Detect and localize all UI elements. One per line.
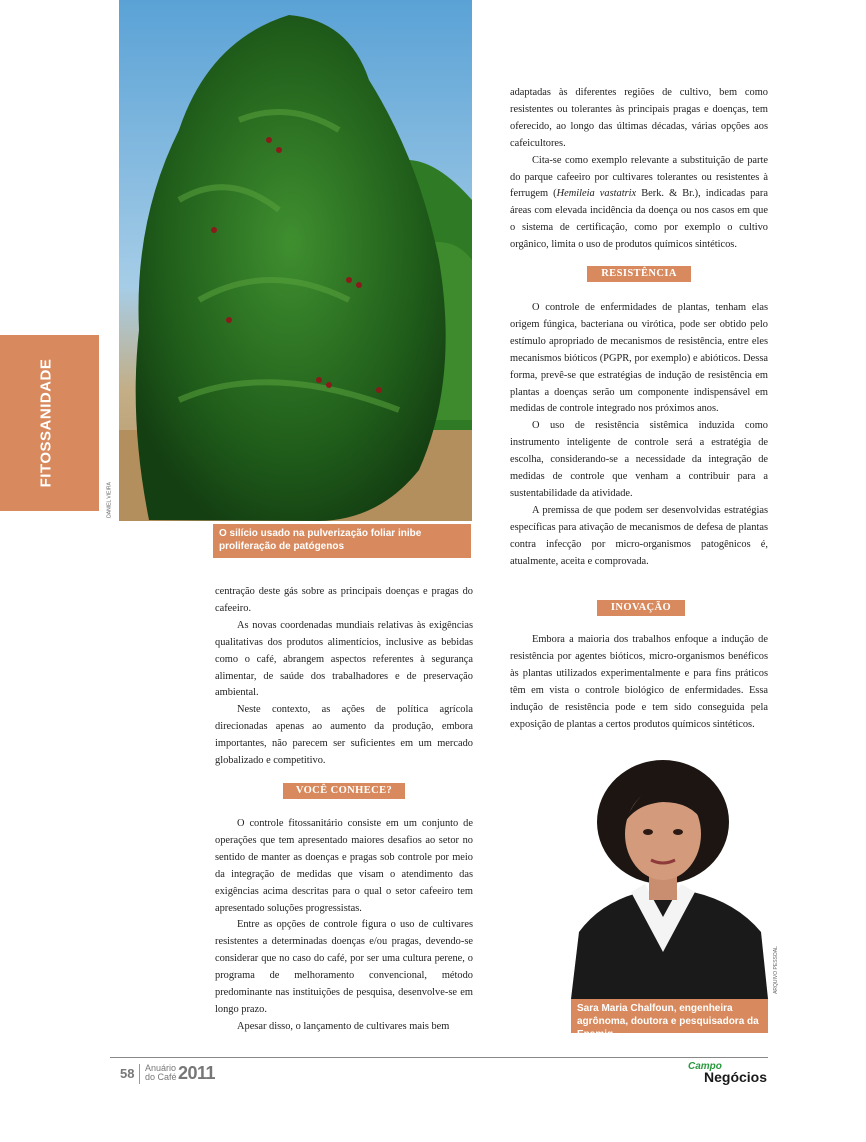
paragraph: O controle fitossanitário consiste em um conjunto de operações que tem apresentado maiores desafios ao setor no sentido de manter as doenças e pragas sob controle por meio da integração de medidas que visam o atendimento das exigências acima descritas para o qual o setor cafeeiro tem apresentado soluções progressistas. xyxy=(215,818,473,914)
section-heading-resistencia: RESISTÊNCIA xyxy=(587,266,691,282)
publication-name xyxy=(145,1064,177,1082)
paragraph: adaptadas às diferentes regiões de cultivo, bem como resistentes ou tolerantes às principais pragas e doenças, tem oferecido, ao longo das últimas décadas, várias opções aos cafeicultores. xyxy=(510,87,768,149)
section-side-tab xyxy=(0,335,99,511)
logo-campo-text: Campo xyxy=(688,1061,722,1072)
paragraph: Embora a maioria dos trabalhos enfoque a indução de resistência por agentes bióticos, micro-organismos benéficos às plantas utilizados experimentalmente e para fins práticos têm em vista o controle biológico de enfermidades. Essa indução de resistência pode e tem sido conseguida pela exposição de plantas a certos produtos químicos sintéticos. xyxy=(510,634,768,730)
campo-negocios-logo xyxy=(688,1061,770,1085)
photo-credit-text: DANIEL VIEIRA xyxy=(106,482,113,518)
publication-name-line2: do Café xyxy=(145,1072,177,1082)
paragraph: Neste contexto, as ações de política agrícola direcionadas apenas ao aumento da produção, embora importantes, não parecem ser suficientes em um mercado globalizado e competitivo. xyxy=(215,704,473,767)
photo-credit xyxy=(771,945,781,995)
page-number: 58 xyxy=(120,1066,135,1081)
portrait-photo xyxy=(571,752,768,999)
footer-divider xyxy=(110,1057,768,1058)
scientific-name: Hemileia vastatrix xyxy=(556,188,637,200)
section-heading-voce-conhece: VOCÊ CONHECE? xyxy=(283,783,405,799)
paragraph: Entre as opções de controle figura o uso de cultivares resistentes a determinadas doenças e/ou pragas, devendo-se considerar que no caso do café, por ser uma cultura perene, o programa de melhoramento convencional, método predominante nas instituições de pesquisa, desenvolve-se em longo prazo. xyxy=(215,919,473,1015)
photo-caption: O silício usado na pulverização foliar inibe proliferação de patógenos xyxy=(213,524,471,558)
paragraph: A premissa de que podem ser desenvolvidas estratégias específicas para ativação de mecanismos de defesa de plantas contra infecção por micro-organismos patogênicos é, atualmente, aceita e comprovada. xyxy=(510,504,768,567)
publication-name-line1: Anuário xyxy=(145,1063,177,1073)
coffee-tree-photo xyxy=(119,0,472,521)
article-column-right-top xyxy=(510,85,768,254)
section-heading-inovacao: INOVAÇÃO xyxy=(597,600,685,616)
paragraph: Cita-se como exemplo relevante a substituição de parte do parque cafeeiro por cultivares tolerantes ou resistentes à ferrugem (Hemileia vastatrix Berk. & Br.), indicadas para áreas com elevada incidência da doença ou nos casos em que o sistema de certificação, como por exemplo o cultivo orgânico, limita o uso de produtos químicos sintéticos. xyxy=(510,154,768,251)
footer-separator xyxy=(139,1064,140,1084)
paragraph: O uso de resistência sistêmica induzida como instrumento inteligente de controle será a estratégia de escolha, considerando-se a necessidade da integração de medidas de controle que venham a contribuir para a sustentabilidade da atividade. xyxy=(510,420,768,499)
article-column-left-bottom xyxy=(215,816,473,1036)
article-column-right-low xyxy=(510,632,768,733)
portrait-caption: Sara Maria Chalfoun, engenheira agrônoma, doutora e pesquisadora da Epamig xyxy=(571,999,768,1033)
paragraph: centração deste gás sobre as principais doenças e pragas do cafeeiro. xyxy=(215,586,473,614)
article-column-left-top xyxy=(215,584,473,770)
coffee-tree-illustration xyxy=(119,0,472,521)
portrait-illustration xyxy=(571,752,768,999)
paragraph: As novas coordenadas mundiais relativas às exigências qualitativas dos produtos alimentícios, inclusive as bebidas como o café, abrangem aspectos referentes à segurança alimentar, de saúde dos trabalhadores e de preservação ambiental. xyxy=(215,619,473,699)
logo-negocios-text: Negócios xyxy=(704,1069,768,1085)
paragraph: Apesar disso, o lançamento de cultivares mais bem xyxy=(237,1020,450,1032)
section-side-tab-label: FITOSSANIDADE xyxy=(37,358,55,488)
photo-credit-text: ARQUIVO PESSOAL xyxy=(772,946,779,994)
photo-credit xyxy=(104,470,114,530)
paragraph: O controle de enfermidades de plantas, tenham elas origem fúngica, bacteriana ou virótica, pode ser obtido pelo estímulo apropriado de mecanismos de resistência, entre eles mecanismos bióticos (PGPR, por exemplo) e abióticos. Dessa forma, prevê-se que estratégias de indução de resistência em plantas a doenças serão um componente indispensável em medidas de controle integrado nos próximos anos. xyxy=(510,302,768,415)
publication-year: 2011 xyxy=(178,1063,216,1083)
article-column-right-mid xyxy=(510,300,768,571)
